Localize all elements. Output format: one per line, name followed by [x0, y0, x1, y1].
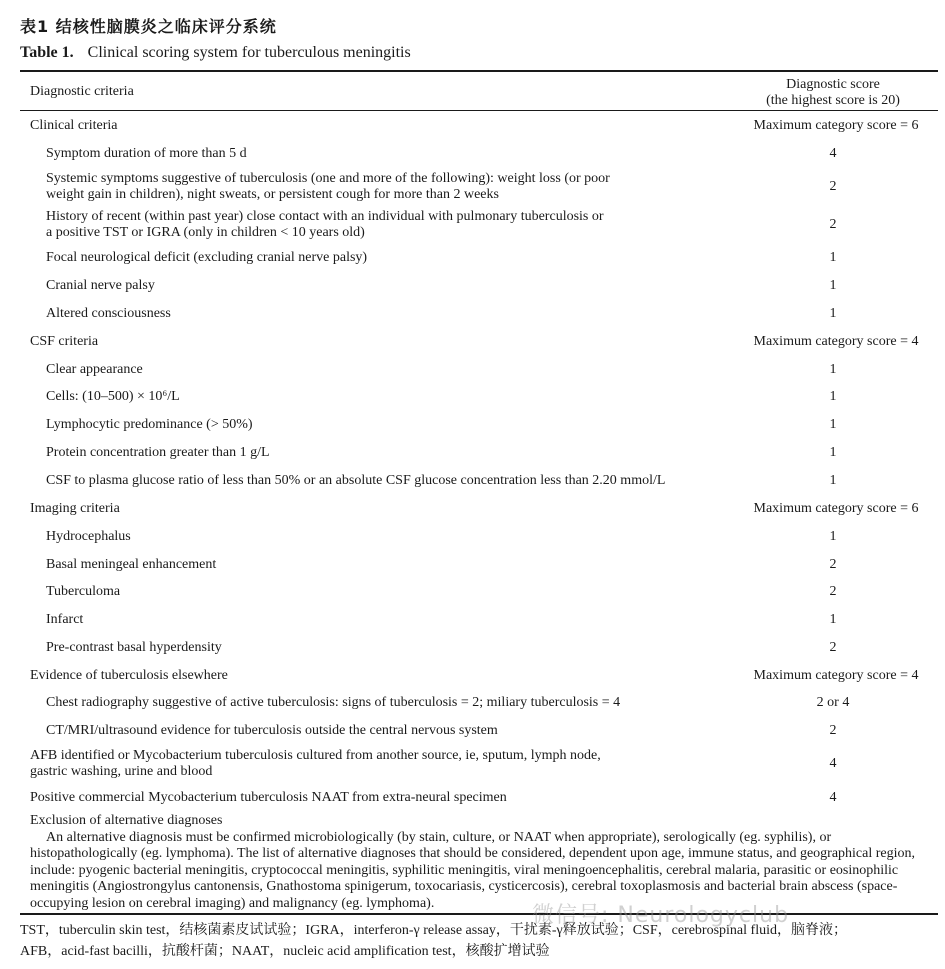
- criterion-label: Cells: (10–500) × 10⁶/L: [46, 389, 180, 404]
- criterion-label: Cranial nerve palsy: [46, 278, 155, 293]
- criterion-score: 1: [829, 445, 837, 460]
- table-title-english: [20, 44, 411, 62]
- criterion-score: 1: [829, 612, 837, 627]
- criterion-score: 1: [829, 278, 837, 293]
- column-header-score: [745, 77, 921, 109]
- category-max-score: Maximum category score = 4: [753, 334, 919, 349]
- criterion-score: 1: [829, 250, 837, 265]
- exclusion-section: [30, 813, 935, 912]
- criterion-label: Tuberculoma: [46, 584, 121, 599]
- criterion-score: 1: [829, 529, 837, 544]
- category-max-score: Maximum category score = 6: [753, 501, 919, 516]
- criterion-score: 1: [829, 362, 837, 377]
- criterion-score: 1: [829, 306, 837, 321]
- criterion-score: 4: [829, 146, 837, 161]
- criterion-label: Protein concentration greater than 1 g/L: [46, 445, 270, 460]
- criterion-label: Hydrocephalus: [46, 529, 131, 544]
- criterion-score: 2: [829, 217, 837, 232]
- criterion-label: AFB identified or Mycobacterium tuberculosis cultured from another source, ie, sputum, lymph node,: [30, 748, 601, 763]
- exclusion-heading: Exclusion of alternative diagnoses: [30, 813, 223, 828]
- category-label: Imaging criteria: [30, 501, 120, 516]
- exclusion-text: An alternative diagnosis must be confirmed microbiologically (by stain, culture, or NAAT when appropriate), serologically (eg. syphilis), or histopathologically (eg. lymphoma). The list of alternative diagnoses that should be considered, dependent upon age, immune status, and geographical region, include: pyogenic bacterial meningitis, cryptococcal meningitis, syphilitic meningitis, viral meningoencephalitis, cerebral malaria, parasitic or eosinophilic meningitis (Angiostrongylus cantonensis, Gnathostoma spinigerum, toxocariasis, cysticercosis), cerebral toxoplasmosis and bacterial brain abscess (space-occupying lesion on cerebral imaging) and malignancy (eg. lymphoma).: [30, 829, 916, 911]
- criterion-label: Altered consciousness: [46, 306, 171, 321]
- criterion-label-continued: weight gain in children), night sweats, or persistent cough for more than 2 weeks: [46, 187, 499, 202]
- table-bottom-rule: [20, 913, 938, 915]
- criterion-label-continued: gastric washing, urine and blood: [30, 764, 213, 779]
- criterion-score: 2: [829, 723, 837, 738]
- criterion-label: Basal meningeal enhancement: [46, 557, 217, 572]
- column-header-score-line1: Diagnostic score: [786, 77, 880, 92]
- criterion-score: 2: [829, 640, 837, 655]
- criterion-label: CT/MRI/ultrasound evidence for tuberculosis outside the central nervous system: [46, 723, 498, 738]
- criterion-score: 1: [829, 473, 837, 488]
- criterion-label: Pre-contrast basal hyperdensity: [46, 640, 222, 655]
- footnote-line-1: TST，tuberculin skin test，结核菌素皮试试验；IGRA，interferon-γ release assay，干扰素-γ释放试验；CSF，cerebrospinal fluid，脑脊液；: [20, 923, 847, 938]
- criterion-score: 1: [829, 417, 837, 432]
- category-max-score: Maximum category score = 6: [753, 118, 919, 133]
- table-top-rule: [20, 70, 938, 72]
- table-title-chinese: 表1 结核性脑膜炎之临床评分系统: [20, 17, 277, 36]
- criterion-label: History of recent (within past year) close contact with an individual with pulmonary tuberculosis or: [46, 209, 604, 224]
- criterion-label-continued: a positive TST or IGRA (only in children < 10 years old): [46, 225, 365, 240]
- criterion-label: Positive commercial Mycobacterium tuberculosis NAAT from extra-neural specimen: [30, 790, 507, 805]
- criterion-label: Clear appearance: [46, 362, 143, 377]
- category-label: Clinical criteria: [30, 118, 118, 133]
- criterion-score: 4: [829, 756, 837, 771]
- criterion-label: Systemic symptoms suggestive of tuberculosis (one and more of the following): weight loss (or poor: [46, 171, 610, 186]
- criterion-label: Chest radiography suggestive of active tuberculosis: signs of tuberculosis = 2; miliary tuberculosis = 4: [46, 695, 621, 710]
- column-header-criteria: Diagnostic criteria: [30, 84, 134, 99]
- table-header-rule: [20, 110, 938, 111]
- category-label: CSF criteria: [30, 334, 99, 349]
- criterion-score: 2 or 4: [816, 695, 850, 710]
- criterion-score: 2: [829, 557, 837, 572]
- category-label: Evidence of tuberculosis elsewhere: [30, 668, 228, 683]
- table-caption: Clinical scoring system for tuberculous meningitis: [87, 44, 411, 61]
- criterion-label: Focal neurological deficit (excluding cranial nerve palsy): [46, 250, 368, 265]
- criterion-label: Symptom duration of more than 5 d: [46, 146, 247, 161]
- criterion-score: 2: [829, 584, 837, 599]
- criterion-label: Lymphocytic predominance (> 50%): [46, 417, 253, 432]
- criterion-label: CSF to plasma glucose ratio of less than 50% or an absolute CSF glucose concentration less than 2.20 mmol/L: [46, 473, 666, 488]
- criterion-score: 4: [829, 790, 837, 805]
- watermark: 微信号: Neurologyclub: [532, 903, 790, 928]
- criterion-score: 2: [829, 179, 837, 194]
- category-max-score: Maximum category score = 4: [753, 668, 919, 683]
- table-number: Table 1.: [20, 44, 74, 61]
- column-header-score-line2: (the highest score is 20): [766, 93, 900, 108]
- criterion-score: 1: [829, 389, 837, 404]
- criterion-label: Infarct: [46, 612, 84, 627]
- footnote-line-2: AFB，acid-fast bacilli，抗酸杆菌；NAAT，nucleic acid amplification test，核酸扩增试验: [20, 944, 550, 959]
